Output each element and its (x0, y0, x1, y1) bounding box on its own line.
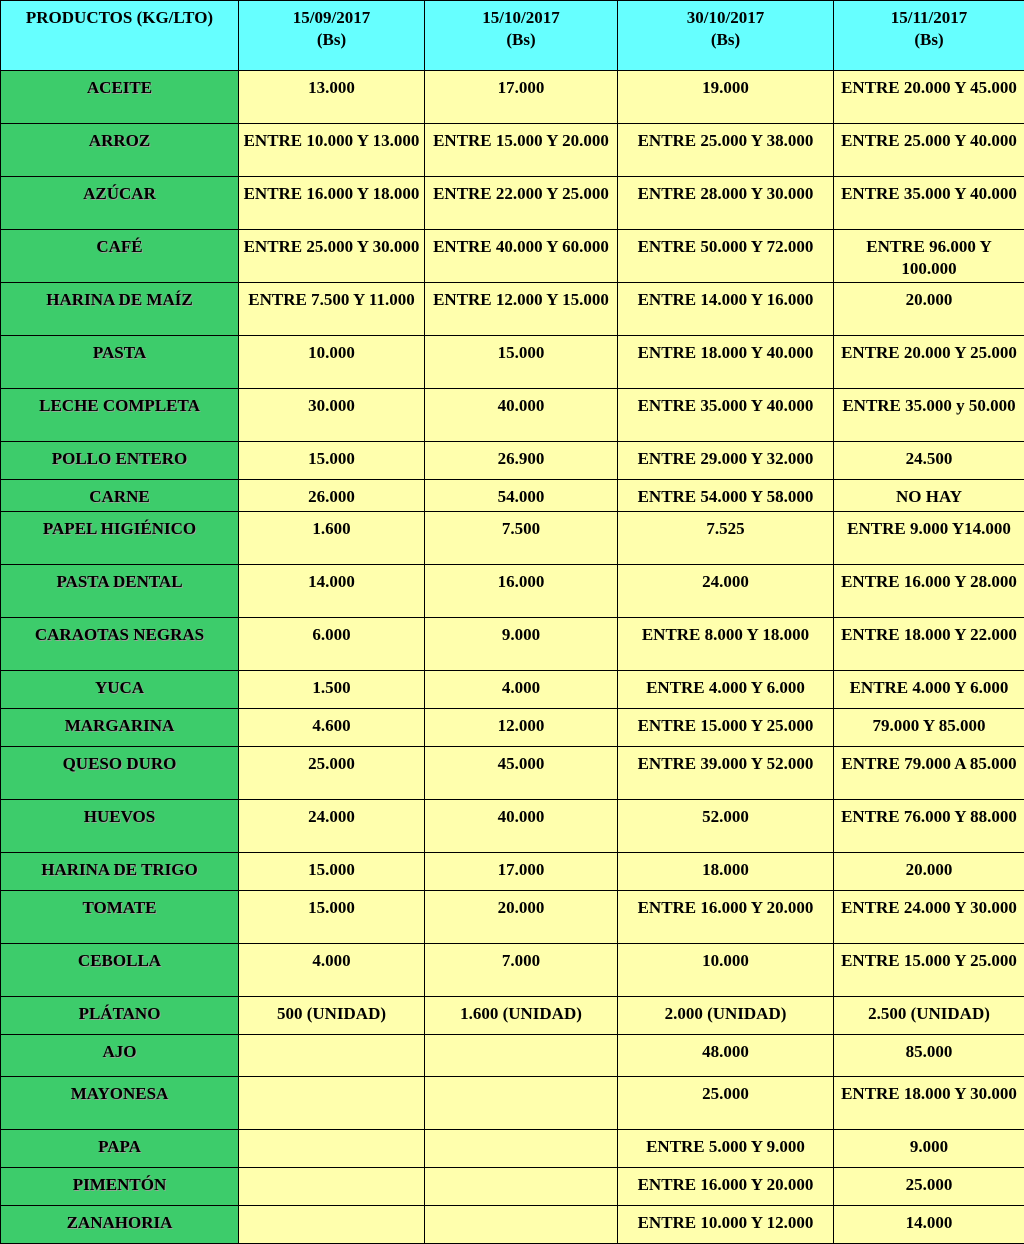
price-cell: ENTRE 54.000 Y 58.000 (618, 480, 834, 512)
price-cell: 40.000 (425, 389, 618, 442)
table-row (1, 124, 1024, 177)
price-cell (425, 1130, 618, 1168)
price-cell: ENTRE 18.000 Y 22.000 (834, 618, 1024, 671)
price-cell: ENTRE 16.000 Y 18.000 (239, 177, 425, 230)
table-row (1, 336, 1024, 389)
price-cell: 6.000 (239, 618, 425, 671)
table-row (1, 997, 1024, 1035)
price-cell: 79.000 Y 85.000 (834, 709, 1024, 747)
product-name: PIMENTÓN (1, 1168, 239, 1206)
price-cell: 20.000 (425, 891, 618, 944)
price-cell: ENTRE 35.000 y 50.000 (834, 389, 1024, 442)
price-cell: ENTRE 29.000 Y 32.000 (618, 442, 834, 480)
table-row (1, 512, 1024, 565)
product-name: HUEVOS (1, 800, 239, 853)
table-row (1, 1130, 1024, 1168)
header-unit: (Bs) (242, 29, 421, 51)
price-cell: ENTRE 14.000 Y 16.000 (618, 283, 834, 336)
price-cell: NO HAY (834, 480, 1024, 512)
price-cell: ENTRE 24.000 Y 30.000 (834, 891, 1024, 944)
product-name: HARINA DE TRIGO (1, 853, 239, 891)
price-cell (239, 1130, 425, 1168)
price-cell: ENTRE 4.000 Y 6.000 (834, 671, 1024, 709)
price-cell: 7.525 (618, 512, 834, 565)
price-cell: 45.000 (425, 747, 618, 800)
price-cell: 4.600 (239, 709, 425, 747)
price-cell: 9.000 (425, 618, 618, 671)
price-cell: ENTRE 20.000 Y 45.000 (834, 71, 1024, 124)
product-name: MAYONESA (1, 1077, 239, 1130)
product-name: AZÚCAR (1, 177, 239, 230)
price-cell: ENTRE 4.000 Y 6.000 (618, 671, 834, 709)
table-row (1, 671, 1024, 709)
price-cell (239, 1206, 425, 1244)
header-unit: (Bs) (428, 29, 614, 51)
table-row (1, 389, 1024, 442)
price-cell: 15.000 (239, 442, 425, 480)
table-row (1, 230, 1024, 283)
price-cell: ENTRE 25.000 Y 38.000 (618, 124, 834, 177)
price-cell: 30.000 (239, 389, 425, 442)
price-cell: ENTRE 25.000 Y 30.000 (239, 230, 425, 283)
header-product-label: PRODUCTOS (KG/LTO) (26, 8, 213, 27)
price-cell: 1.600 (UNIDAD) (425, 997, 618, 1035)
price-cell: 52.000 (618, 800, 834, 853)
product-name: POLLO ENTERO (1, 442, 239, 480)
price-cell (239, 1168, 425, 1206)
table-row (1, 1077, 1024, 1130)
product-name: LECHE COMPLETA (1, 389, 239, 442)
price-cell: 17.000 (425, 853, 618, 891)
price-cell: 26.000 (239, 480, 425, 512)
price-cell: 12.000 (425, 709, 618, 747)
price-cell: ENTRE 9.000 Y14.000 (834, 512, 1024, 565)
product-name: QUESO DURO (1, 747, 239, 800)
price-cell: 17.000 (425, 71, 618, 124)
price-cell: 24.000 (618, 565, 834, 618)
price-cell: 16.000 (425, 565, 618, 618)
price-cell: 1.600 (239, 512, 425, 565)
price-cell (239, 1035, 425, 1077)
price-cell: ENTRE 8.000 Y 18.000 (618, 618, 834, 671)
table-row (1, 177, 1024, 230)
price-cell: 4.000 (239, 944, 425, 997)
product-name: ZANAHORIA (1, 1206, 239, 1244)
product-name: ACEITE (1, 71, 239, 124)
price-cell: 15.000 (239, 891, 425, 944)
price-cell: 1.500 (239, 671, 425, 709)
price-cell: ENTRE 22.000 Y 25.000 (425, 177, 618, 230)
product-name: PLÁTANO (1, 997, 239, 1035)
product-name: YUCA (1, 671, 239, 709)
price-cell (425, 1168, 618, 1206)
table-row (1, 944, 1024, 997)
price-cell: 7.000 (425, 944, 618, 997)
product-name: CAFÉ (1, 230, 239, 283)
header-date-3 (618, 1, 834, 71)
price-cell: ENTRE 20.000 Y 25.000 (834, 336, 1024, 389)
price-cell: 26.900 (425, 442, 618, 480)
header-row (1, 1, 1024, 71)
price-cell: ENTRE 28.000 Y 30.000 (618, 177, 834, 230)
price-cell: ENTRE 35.000 Y 40.000 (834, 177, 1024, 230)
price-cell (425, 1077, 618, 1130)
table-row (1, 747, 1024, 800)
price-cell: 14.000 (834, 1206, 1024, 1244)
price-cell: 9.000 (834, 1130, 1024, 1168)
table-row (1, 1035, 1024, 1077)
table-row (1, 442, 1024, 480)
price-cell: ENTRE 12.000 Y 15.000 (425, 283, 618, 336)
product-name: PAPEL HIGIÉNICO (1, 512, 239, 565)
price-cell: 48.000 (618, 1035, 834, 1077)
header-date-1 (239, 1, 425, 71)
price-cell: 10.000 (239, 336, 425, 389)
price-cell: 20.000 (834, 853, 1024, 891)
price-cell: ENTRE 15.000 Y 25.000 (834, 944, 1024, 997)
table-row (1, 480, 1024, 512)
header-date: 30/10/2017 (621, 7, 830, 29)
price-cell: ENTRE 16.000 Y 28.000 (834, 565, 1024, 618)
price-cell: ENTRE 16.000 Y 20.000 (618, 891, 834, 944)
product-name: AJO (1, 1035, 239, 1077)
price-cell: ENTRE 10.000 Y 13.000 (239, 124, 425, 177)
price-cell: 2.000 (UNIDAD) (618, 997, 834, 1035)
price-cell: ENTRE 16.000 Y 20.000 (618, 1168, 834, 1206)
price-cell: ENTRE 15.000 Y 20.000 (425, 124, 618, 177)
product-name: PASTA DENTAL (1, 565, 239, 618)
price-cell: 24.500 (834, 442, 1024, 480)
price-cell: 40.000 (425, 800, 618, 853)
header-product (1, 1, 239, 71)
table-row (1, 283, 1024, 336)
table-row (1, 565, 1024, 618)
price-cell: 15.000 (425, 336, 618, 389)
price-cell: ENTRE 10.000 Y 12.000 (618, 1206, 834, 1244)
price-cell: 7.500 (425, 512, 618, 565)
price-cell: 14.000 (239, 565, 425, 618)
header-date-2 (425, 1, 618, 71)
price-cell: 20.000 (834, 283, 1024, 336)
product-name: MARGARINA (1, 709, 239, 747)
product-name: PAPA (1, 1130, 239, 1168)
table-row (1, 853, 1024, 891)
price-cell: ENTRE 76.000 Y 88.000 (834, 800, 1024, 853)
price-cell: ENTRE 79.000 A 85.000 (834, 747, 1024, 800)
header-date-4 (834, 1, 1024, 71)
table-row (1, 800, 1024, 853)
header-date: 15/09/2017 (242, 7, 421, 29)
table-row (1, 71, 1024, 124)
price-cell: ENTRE 5.000 Y 9.000 (618, 1130, 834, 1168)
header-unit: (Bs) (837, 29, 1021, 51)
header-unit: (Bs) (621, 29, 830, 51)
table-row (1, 1206, 1024, 1244)
product-name: TOMATE (1, 891, 239, 944)
price-cell: 24.000 (239, 800, 425, 853)
price-cell: 25.000 (618, 1077, 834, 1130)
table-row (1, 1168, 1024, 1206)
price-cell: 2.500 (UNIDAD) (834, 997, 1024, 1035)
price-cell (425, 1206, 618, 1244)
table-row (1, 891, 1024, 944)
price-cell: ENTRE 25.000 Y 40.000 (834, 124, 1024, 177)
price-cell: 25.000 (239, 747, 425, 800)
product-name: PASTA (1, 336, 239, 389)
table-row (1, 709, 1024, 747)
price-cell: 13.000 (239, 71, 425, 124)
product-name: CEBOLLA (1, 944, 239, 997)
price-cell: 500 (UNIDAD) (239, 997, 425, 1035)
price-cell: ENTRE 18.000 Y 30.000 (834, 1077, 1024, 1130)
product-name: CARAOTAS NEGRAS (1, 618, 239, 671)
price-cell: ENTRE 35.000 Y 40.000 (618, 389, 834, 442)
price-cell: 25.000 (834, 1168, 1024, 1206)
price-cell: 18.000 (618, 853, 834, 891)
header-date: 15/10/2017 (428, 7, 614, 29)
price-cell: 4.000 (425, 671, 618, 709)
price-cell: ENTRE 7.500 Y 11.000 (239, 283, 425, 336)
price-cell: 15.000 (239, 853, 425, 891)
price-cell: ENTRE 18.000 Y 40.000 (618, 336, 834, 389)
price-cell (425, 1035, 618, 1077)
header-date: 15/11/2017 (837, 7, 1021, 29)
price-cell: 54.000 (425, 480, 618, 512)
price-cell: ENTRE 39.000 Y 52.000 (618, 747, 834, 800)
product-name: CARNE (1, 480, 239, 512)
product-name: HARINA DE MAÍZ (1, 283, 239, 336)
table-row (1, 618, 1024, 671)
price-cell: ENTRE 40.000 Y 60.000 (425, 230, 618, 283)
price-cell: ENTRE 50.000 Y 72.000 (618, 230, 834, 283)
price-cell: 19.000 (618, 71, 834, 124)
price-cell: 85.000 (834, 1035, 1024, 1077)
product-name: ARROZ (1, 124, 239, 177)
price-cell: ENTRE 15.000 Y 25.000 (618, 709, 834, 747)
price-cell: 10.000 (618, 944, 834, 997)
price-cell: ENTRE 96.000 Y 100.000 (834, 230, 1024, 283)
price-cell (239, 1077, 425, 1130)
